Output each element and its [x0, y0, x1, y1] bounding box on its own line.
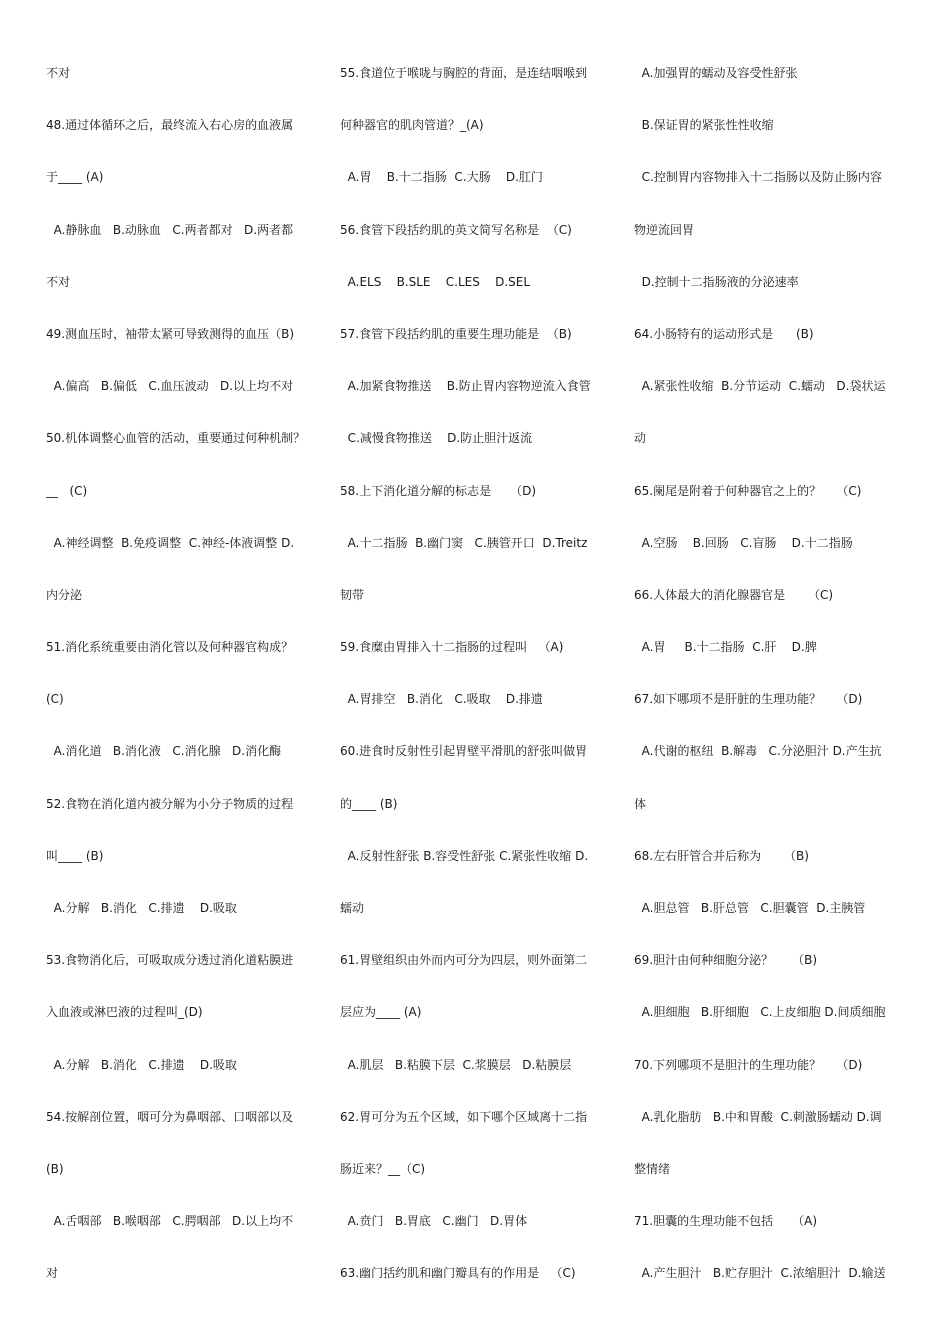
text-line: A.胃 B.十二指肠 C.大肠 D.肛门: [340, 170, 543, 185]
text-line: __ (C): [46, 483, 88, 498]
text-line: 64.小肠特有的运动形式是 (B): [634, 326, 814, 341]
text-line: 肠近来？__（C): [340, 1161, 426, 1176]
text-line: 67.如下哪项不是肝脏的生理功能？ （D): [634, 692, 863, 707]
text-line: 的____ (B): [340, 796, 398, 811]
text-line: 56.食管下段括约肌的英文简写名称是 （C): [340, 222, 572, 237]
text-column-2: [340, 61, 616, 1314]
text-line: A.加紧食物推送 B.防止胃内容物逆流入食管: [340, 379, 591, 394]
text-line: A.贲门 B.胃底 C.幽门 D.胃体: [340, 1214, 528, 1229]
text-line: A.胆细胞 B.肝细胞 C.上皮细胞 D.间质细胞: [634, 1005, 886, 1020]
text-line: A.胆总管 B.肝总管 C.胆囊管 D.主胰管: [634, 901, 866, 915]
text-line: 61.胃壁组织由外而内可分为四层，则外面第二: [340, 953, 588, 968]
text-line: 层应为____ (A): [340, 1005, 422, 1020]
text-line: 69.胆汁由何种细胞分泌？ （B): [634, 953, 818, 968]
text-line: A.产生胆汁 B.贮存胆汁 C.浓缩胆汁 D.输送: [634, 1266, 886, 1281]
text-line: 65.阑尾是附着于何种器官之上的？ （C): [634, 483, 862, 498]
text-line: A.分解 B.消化 C.排遗 D.吸取: [46, 1057, 237, 1072]
text-line: 整情绪: [634, 1161, 671, 1176]
text-line: 内分泌: [46, 587, 83, 602]
text-line: C.控制胃内容物排入十二指肠以及防止肠内容: [634, 170, 882, 185]
text-line: 54.按解剖位置，咽可分为鼻咽部、口咽部以及: [46, 1109, 294, 1124]
text-line: 52.食物在消化道内被分解为小分子物质的过程: [46, 796, 294, 811]
text-line: C.减慢食物推送 D.防止胆汁返流: [340, 431, 533, 446]
text-line: 62.胃可分为五个区域，如下哪个区域离十二指: [340, 1109, 588, 1124]
text-line: A.分解 B.消化 C.排遗 D.吸取: [46, 901, 237, 915]
text-line: 入血液或淋巴液的过程叫_(D): [46, 1005, 203, 1020]
text-line: A.神经调整 B.免疫调整 C.神经-体液调整 D.: [46, 535, 295, 550]
text-column-1: [46, 61, 322, 1314]
text-line: A.乳化脂肪 B.中和胃酸 C.刺激肠蠕动 D.调: [634, 1109, 882, 1124]
text-line: 50.机体调整心血管的活动，重要通过何种机制？: [46, 431, 306, 446]
text-line: A.代谢的枢纽 B.解毒 C.分泌胆汁 D.产生抗: [634, 744, 882, 759]
text-line: A.胃 B.十二指肠 C.肝 D.脾: [634, 640, 817, 655]
text-line: 叫____ (B): [46, 848, 104, 863]
text-line: 57.食管下段括约肌的重要生理功能是 （B): [340, 326, 572, 341]
text-line: 不对: [46, 274, 71, 289]
text-line: 59.食糜由胃排入十二指肠的过程叫 （A): [340, 640, 564, 655]
text-line: (B): [46, 1161, 64, 1176]
text-line: A.十二指肠 B.幽门窦 C.胰管开口 D.Treitz: [340, 535, 588, 550]
text-line: 何种器官的肌肉管道？_(A): [340, 118, 484, 133]
text-line: A.静脉血 B.动脉血 C.两者都对 D.两者都: [46, 222, 294, 237]
text-line: 66.人体最大的消化腺器官是 （C): [634, 587, 834, 602]
text-line: 对: [46, 1266, 59, 1281]
text-line: 70.下列哪项不是胆汁的生理功能？ （D): [634, 1057, 863, 1072]
text-line: A.反射性舒张 B.容受性舒张 C.紧张性收缩 D.: [340, 848, 589, 863]
text-line: A.ELS B.SLE C.LES D.SEL: [340, 274, 531, 289]
text-line: 51.消化系统重要由消化管以及何种器官构成？: [46, 640, 294, 655]
text-column-3: [634, 61, 910, 1314]
text-line: 蠕动: [340, 901, 365, 915]
text-line: 49.测血压时，袖带太紧可导致测得的血压（B): [46, 326, 294, 341]
text-line: A.舌咽部 B.喉咽部 C.腭咽部 D.以上均不: [46, 1214, 294, 1229]
text-line: A.肌层 B.粘膜下层 C.浆膜层 D.粘膜层: [340, 1057, 572, 1072]
text-line: 63.幽门括约肌和幽门瓣具有的作用是 （C): [340, 1266, 576, 1281]
text-line: A.胃排空 B.消化 C.吸取 D.排遗: [340, 692, 543, 707]
text-line: 71.胆囊的生理功能不包括 （A): [634, 1214, 818, 1229]
text-line: 53.食物消化后，可吸取成分透过消化道粘膜进: [46, 953, 294, 968]
text-line: A.偏高 B.偏低 C.血压波动 D.以上均不对: [46, 379, 294, 394]
text-line: A.紧张性收缩 B.分节运动 C.蠕动 D.袋状运: [634, 379, 886, 394]
text-line: 48.通过体循环之后，最终流入右心房的血液属: [46, 118, 294, 133]
text-line: 物逆流回胃: [634, 222, 695, 237]
text-line: 不对: [46, 66, 71, 80]
text-line: B.保证胃的紧张性性收缩: [634, 118, 774, 133]
text-line: 58.上下消化道分解的标志是 （D): [340, 483, 537, 498]
text-line: 60.进食时反射性引起胃壁平滑肌的舒张叫做胃: [340, 744, 588, 759]
text-line: 动: [634, 431, 647, 446]
text-line: A.消化道 B.消化液 C.消化腺 D.消化酶: [46, 744, 282, 759]
text-line: 68.左右肝管合并后称为 （B): [634, 848, 809, 863]
text-line: (C): [46, 692, 64, 707]
text-line: 55.食道位于喉咙与胸腔的背面，是连结咽喉到: [340, 66, 588, 80]
text-line: D.控制十二指肠液的分泌速率: [634, 274, 799, 289]
text-line: A.加强胃的蠕动及容受性舒张: [634, 66, 798, 80]
text-line: 于____ (A): [46, 170, 104, 185]
text-line: A.空肠 B.回肠 C.盲肠 D.十二指肠: [634, 535, 853, 550]
text-line: 体: [634, 796, 647, 811]
text-line: 韧带: [340, 587, 365, 602]
